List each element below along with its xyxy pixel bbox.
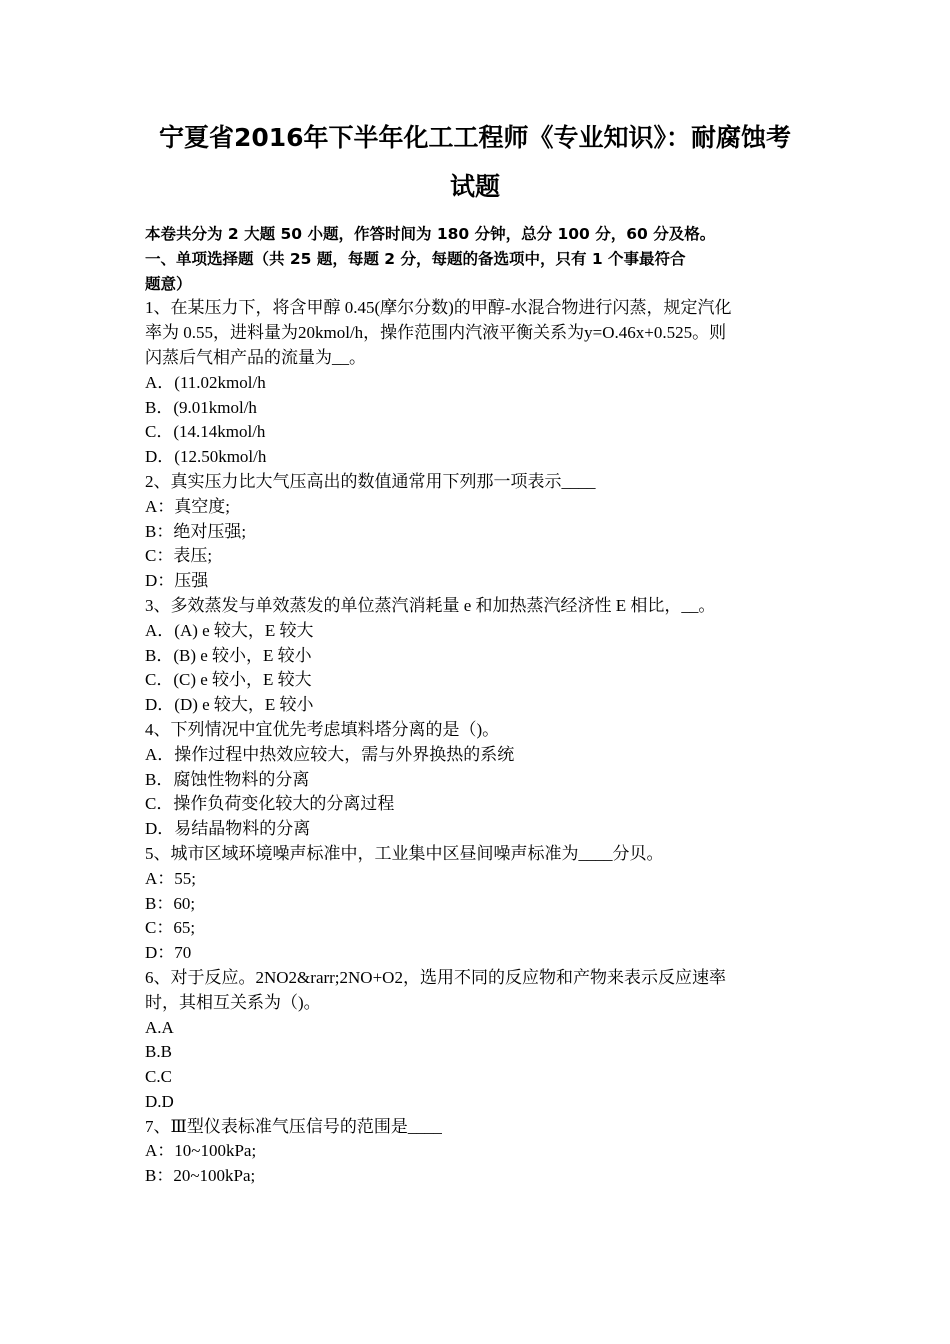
option-line: D：70 [145,943,192,963]
question-line: 时，其相互关系为（)。 [145,992,321,1012]
option-line: A．(11.02kmol/h [145,372,266,392]
option-line: A：55; [145,868,196,888]
question-line: 2、真实压力比大气压高出的数值通常用下列那一项表示____ [145,471,596,491]
option-line: A：真空度; [145,496,230,516]
option-line: D．(12.50kmol/h [145,447,267,467]
option-line: C．操作负荷变化较大的分离过程 [145,794,395,814]
question-line: 3、多效蒸发与单效蒸发的单位蒸汽消耗量 e 和加热蒸汽经济性 E 相比，__。 [145,595,716,615]
option-line: C．(C) e 较小，E 较大 [145,670,312,690]
option-line: B．腐蚀性物料的分离 [145,769,310,789]
option-line: A.A [145,1017,174,1037]
question-line: 1、在某压力下，将含甲醇 0.45(摩尔分数)的甲醇-水混合物进行闪蒸，规定汽化 [145,298,732,318]
option-line: B．(B) e 较小，E 较小 [145,645,312,665]
option-line: A．(A) e 较大，E 较大 [145,620,314,640]
option-line: C．(14.14kmol/h [145,422,266,442]
section-heading-line-1: 一、单项选择题（共 25 题，每题 2 分，每题的备选项中，只有 1 个事最符合 [145,249,686,268]
document-body [145,222,815,1189]
option-line: D：压强 [145,571,209,591]
option-line: C.C [145,1067,172,1087]
option-line: B．(9.01kmol/h [145,397,257,417]
question-line: 6、对于反应。2NO2&rarr;2NO+O2，选用不同的反应物和产物来表示反应速率 [145,967,726,987]
option-line: A：10~100kPa; [145,1141,257,1161]
document-title-line-1: 宁夏省2016年下半年化工工程师《专业知识》：耐腐蚀考 [158,123,792,152]
exam-intro: 本卷共分为 2 大题 50 小题，作答时间为 180 分钟，总分 100 分，60 分及格。 [145,225,716,243]
question-line: 闪蒸后气相产品的流量为__。 [145,347,366,367]
question-line: 4、下列情况中宜优先考虑填料塔分离的是（)。 [145,719,500,739]
option-line: B：20~100kPa; [145,1166,256,1186]
question-line: 7、Ⅲ型仪表标准气压信号的范围是____ [145,1116,442,1136]
question-line: 率为 0.55，进料量为20kmol/h，操作范围内汽液平衡关系为y=O.46x+0.525。则 [145,323,727,343]
section-heading-line-2: 题意） [145,274,192,293]
option-line: D.D [145,1091,174,1111]
option-line: D．易结晶物料的分离 [145,819,311,839]
option-line: B：绝对压强; [145,521,247,541]
option-line: D．(D) e 较大，E 较小 [145,695,314,715]
option-line: B：60; [145,893,196,913]
option-line: C：65; [145,918,196,938]
option-line: C：表压; [145,546,213,566]
question-line: 5、城市区域环境噪声标准中，工业集中区昼间噪声标准为____分贝。 [145,843,664,863]
option-line: B.B [145,1042,172,1062]
document-title-line-2: 试题 [449,172,500,201]
option-line: A．操作过程中热效应较大，需与外界换热的系统 [145,744,515,764]
